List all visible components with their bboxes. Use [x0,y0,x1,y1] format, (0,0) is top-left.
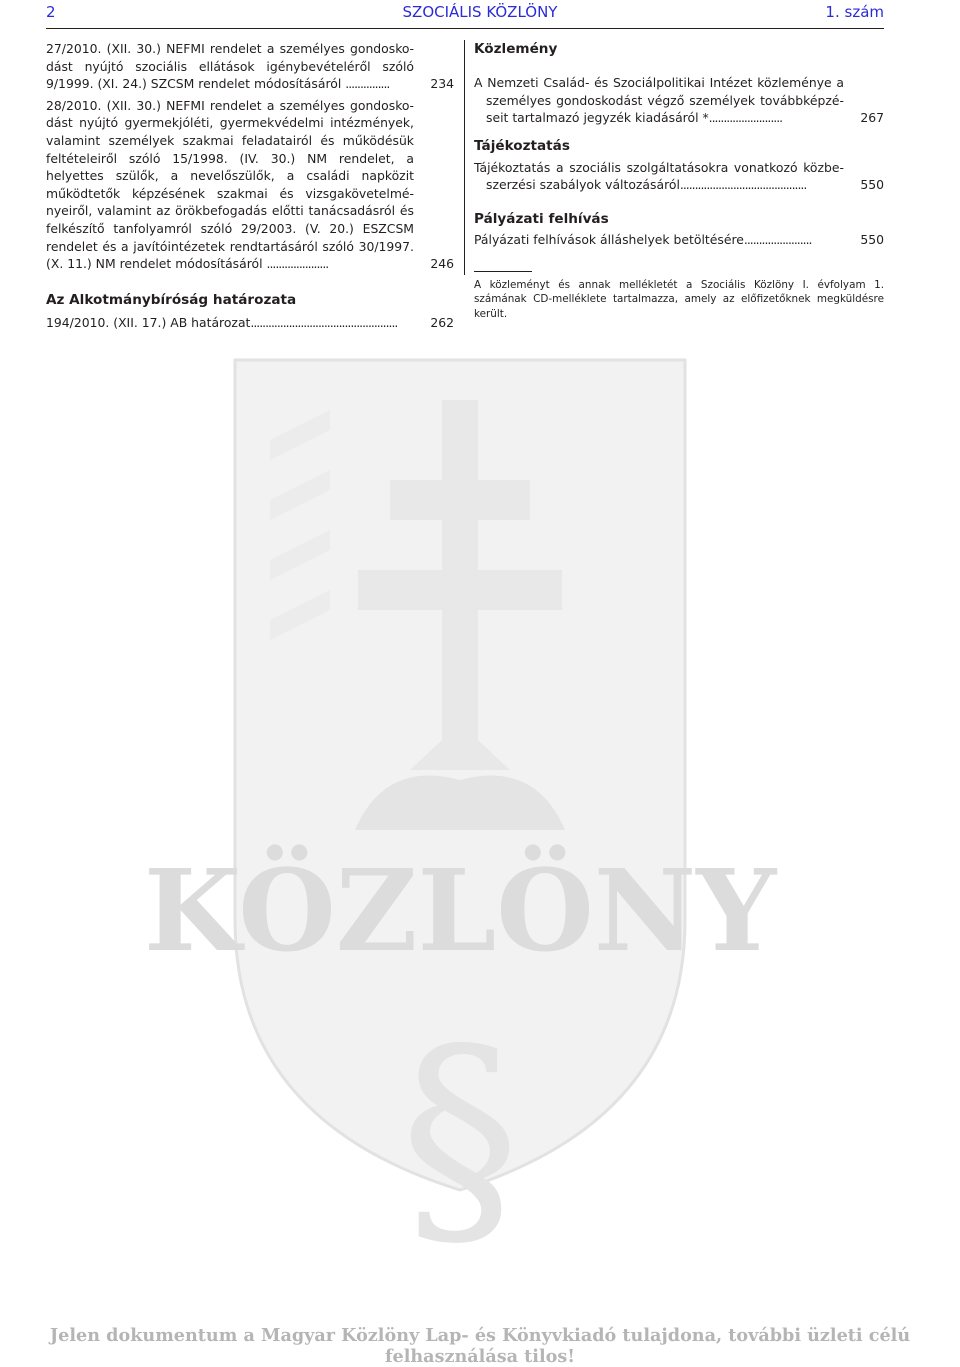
leader-dots: ..................... [266,256,329,272]
right-column [474,40,884,322]
entry-text: Tájékoztatás a szociális szolgáltatásokra vonatkozó közbeszerzési szabályok változásáról [474,159,844,193]
left-column [46,40,454,331]
section-title: Az Alkotmánybíróság határozata [46,291,297,308]
column-divider [464,40,465,275]
leader-dots: ........................................... [679,177,807,193]
entry-page: 246 [430,256,454,272]
header-rule [46,28,884,29]
kozlony-watermark-word: KÖZLÖNY [143,846,777,977]
entry-text: 27/2010. (XII. 30.) NEFMI rendelet a személyes gondoskodást nyújtó szociális ellátások igénybevételéről szóló 9/1999. (XI. 24.) SZCSM rendelet módosításáról [46,41,414,92]
toc-entry[interactable] [474,159,884,194]
ownership-notice: Jelen dokumentum a Magyar Közlöny Lap- és Könyvkiadó tulajdona, további üzleti célú felhasználása tilos! [49,1325,911,1367]
crest-watermark [143,360,777,1340]
leader-dots: .................................................. [250,314,398,330]
entry-text: A Nemzeti Család- és Szociálpolitikai Intézet közleménye a személyes gondoskodást végző személyek továbbképzéseit tartalmazó jegyzék kiadásáról * [474,75,844,126]
toc-entry[interactable] [474,74,884,127]
toc-entry[interactable] [46,97,454,273]
entry-page: 267 [860,110,884,126]
paragraph-icon: § [400,997,520,1277]
leader-dots: ............... [345,76,390,92]
section-title: Pályázati felhívás [474,210,609,227]
journal-title: SZOCIÁLIS KÖZLÖNY [402,3,558,21]
entry-text: Pályázati felhívások álláshelyek betöltésére [474,231,744,247]
toc-entry[interactable] [46,40,454,93]
footnote-rule [474,271,532,272]
entry-text: 194/2010. (XII. 17.) AB határozat [46,314,251,330]
section-title: Közlemény [474,41,558,57]
entry-page: 550 [860,177,884,193]
issue-number: 1. szám [825,3,884,21]
toc-entry[interactable] [46,314,454,332]
leader-dots: ......................... [708,110,783,126]
entry-text: 28/2010. (XII. 30.) NEFMI rendelet a személyes gondoskodást nyújtó gyermekjóléti, gyermekvédelmi intézmények, valamint személyek szakmai feladatairól és működésük feltételeiről szóló 15/1998. (IV. 30.) NM rendelet, a helyettes szülők, a nevelőszülők, a családi napközit működtetők képzésének szakmai és vizsgakövetelményeiről, valamint az örökbefogadás előtti tanácsadásról és felkészítő tanfolyamról szóló 29/2003. (V. 20.) ESZCSM rendelet és a javítóintézetek rendtartásáról szóló 30/1997. (X. 11.) NM rendelet módosításáról [46,97,414,272]
page-number: 2 [46,3,56,21]
entry-page: 550 [860,231,884,247]
section-title: Tájékoztatás [474,137,570,154]
page-header [0,0,960,30]
entry-page: 234 [430,76,454,92]
footnote: A közleményt és annak mellékletét a Szociális Közlöny I. évfolyam 1. számának CD-melléklete tartalmazza, amely az előfizetőknek megküldésre került. [474,278,884,321]
toc-entry[interactable] [474,231,884,249]
leader-dots: ....................... [743,231,812,247]
entry-page: 262 [430,314,454,330]
